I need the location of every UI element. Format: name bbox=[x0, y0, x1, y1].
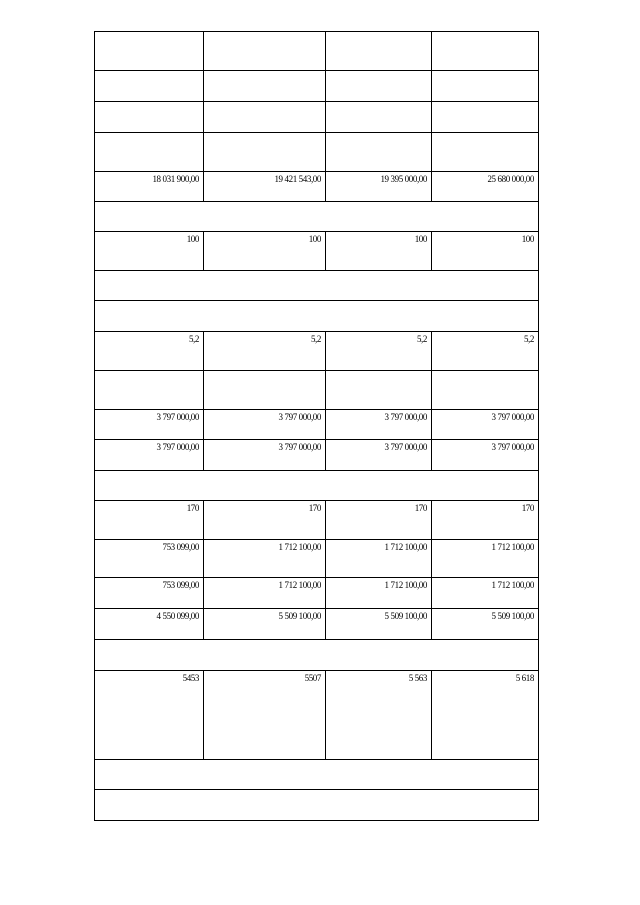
section-row-cell bbox=[95, 640, 539, 671]
table-cell: 3 797 000,00 bbox=[326, 410, 432, 440]
table-cell bbox=[432, 32, 539, 71]
table-cell: 3 797 000,00 bbox=[95, 440, 204, 471]
table-cell: 5453 bbox=[95, 671, 204, 760]
table-row bbox=[95, 332, 539, 371]
table-cell: 100 bbox=[326, 232, 432, 271]
table-cell bbox=[326, 133, 432, 172]
table-cell: 4 550 099,00 bbox=[95, 609, 204, 640]
table-row bbox=[95, 102, 539, 133]
table-cell: 170 bbox=[432, 501, 539, 540]
table-row bbox=[95, 133, 539, 172]
table-cell: 3 797 000,00 bbox=[95, 410, 204, 440]
table-row bbox=[95, 172, 539, 202]
table-cell: 5 509 100,00 bbox=[326, 609, 432, 640]
table-cell bbox=[204, 371, 326, 410]
table-cell: 1 712 100,00 bbox=[204, 540, 326, 578]
table-cell bbox=[95, 133, 204, 172]
table-row bbox=[95, 232, 539, 271]
table-cell bbox=[95, 32, 204, 71]
table-cell: 1 712 100,00 bbox=[204, 578, 326, 609]
table-cell: 3 797 000,00 bbox=[432, 410, 539, 440]
table-cell: 5 563 bbox=[326, 671, 432, 760]
table-cell bbox=[326, 371, 432, 410]
table-cell: 1 712 100,00 bbox=[326, 578, 432, 609]
table-row bbox=[95, 540, 539, 578]
table-cell: 3 797 000,00 bbox=[204, 440, 326, 471]
table-cell: 753 099,00 bbox=[95, 578, 204, 609]
section-row-cell bbox=[95, 271, 539, 301]
table-row bbox=[95, 271, 539, 301]
table-cell: 100 bbox=[95, 232, 204, 271]
table-cell bbox=[204, 133, 326, 172]
table-cell bbox=[95, 371, 204, 410]
table-row bbox=[95, 440, 539, 471]
section-row-cell bbox=[95, 760, 539, 790]
table-cell bbox=[326, 71, 432, 102]
data-table-body bbox=[95, 32, 539, 821]
table-cell: 3 797 000,00 bbox=[326, 440, 432, 471]
table-cell bbox=[204, 32, 326, 71]
table-cell bbox=[432, 71, 539, 102]
table-cell: 753 099,00 bbox=[95, 540, 204, 578]
table-row bbox=[95, 301, 539, 332]
table-row bbox=[95, 501, 539, 540]
table-row bbox=[95, 640, 539, 671]
table-cell: 5,2 bbox=[95, 332, 204, 371]
table-cell bbox=[204, 71, 326, 102]
table-cell: 18 031 900,00 bbox=[95, 172, 204, 202]
table-row bbox=[95, 410, 539, 440]
table-cell bbox=[326, 32, 432, 71]
table-cell: 25 680 000,00 bbox=[432, 172, 539, 202]
data-table bbox=[94, 31, 539, 821]
table-cell: 1 712 100,00 bbox=[326, 540, 432, 578]
table-cell: 170 bbox=[95, 501, 204, 540]
table-cell: 5 509 100,00 bbox=[204, 609, 326, 640]
table-cell bbox=[204, 102, 326, 133]
table-cell: 1 712 100,00 bbox=[432, 578, 539, 609]
table-row bbox=[95, 609, 539, 640]
table-cell: 100 bbox=[432, 232, 539, 271]
table-row bbox=[95, 32, 539, 71]
table-row bbox=[95, 202, 539, 232]
section-row-cell bbox=[95, 471, 539, 501]
table-row bbox=[95, 71, 539, 102]
table-cell bbox=[432, 133, 539, 172]
table-cell: 5,2 bbox=[204, 332, 326, 371]
table-row bbox=[95, 578, 539, 609]
table-cell bbox=[95, 102, 204, 133]
table-row bbox=[95, 671, 539, 760]
table-cell: 19 395 000,00 bbox=[326, 172, 432, 202]
table-cell bbox=[326, 102, 432, 133]
table-row bbox=[95, 790, 539, 821]
table-cell: 3 797 000,00 bbox=[204, 410, 326, 440]
section-row-cell bbox=[95, 202, 539, 232]
table-cell: 3 797 000,00 bbox=[432, 440, 539, 471]
table-cell bbox=[95, 71, 204, 102]
table-row bbox=[95, 760, 539, 790]
table-cell: 1 712 100,00 bbox=[432, 540, 539, 578]
table-cell bbox=[432, 102, 539, 133]
table-cell: 5 618 bbox=[432, 671, 539, 760]
table-cell: 5 509 100,00 bbox=[432, 609, 539, 640]
table-row bbox=[95, 371, 539, 410]
table-cell: 170 bbox=[204, 501, 326, 540]
table-cell: 100 bbox=[204, 232, 326, 271]
table-row bbox=[95, 471, 539, 501]
table-cell bbox=[432, 371, 539, 410]
section-row-cell bbox=[95, 790, 539, 821]
table-cell: 170 bbox=[326, 501, 432, 540]
table-cell: 5507 bbox=[204, 671, 326, 760]
table-cell: 19 421 543,00 bbox=[204, 172, 326, 202]
table-cell: 5,2 bbox=[326, 332, 432, 371]
table-cell: 5,2 bbox=[432, 332, 539, 371]
section-row-cell bbox=[95, 301, 539, 332]
